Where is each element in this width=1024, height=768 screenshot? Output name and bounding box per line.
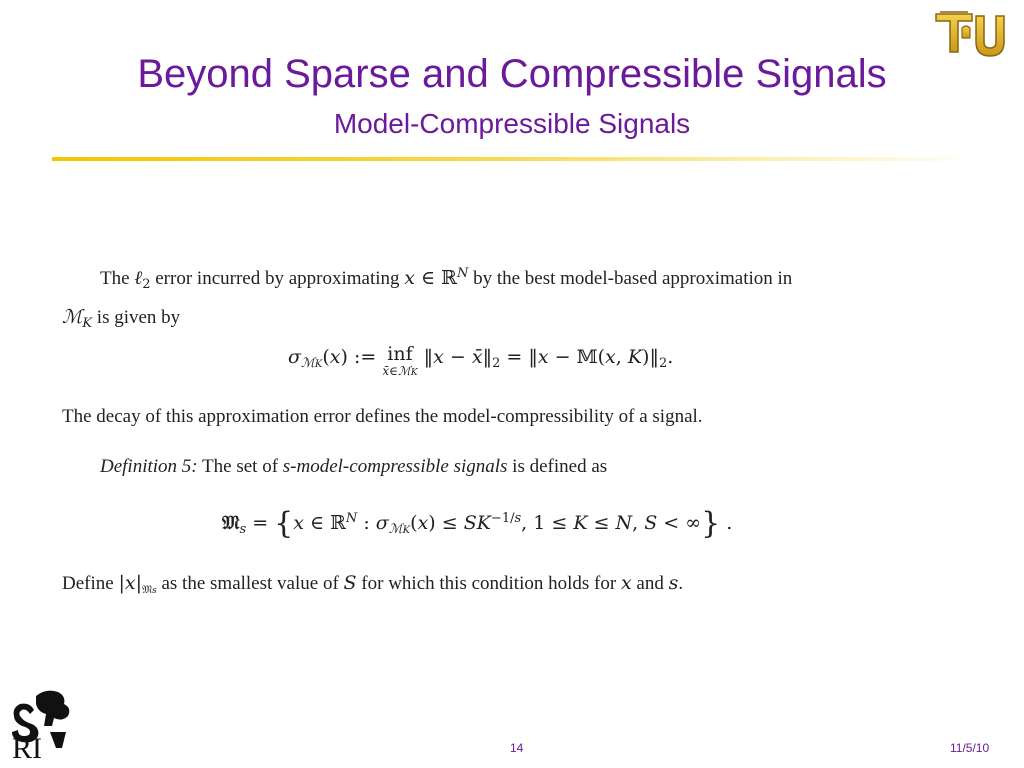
- text-run: is given by: [92, 307, 181, 328]
- text-run: for which this condition holds for: [356, 573, 621, 594]
- definition-5: [100, 456, 607, 478]
- text-run: The set of: [197, 456, 283, 477]
- text-run: as the smallest value of: [156, 573, 344, 594]
- slide-date: 11/5/10: [950, 741, 990, 755]
- text-run: The: [100, 268, 135, 289]
- definition-term: s-model-compressible signals: [282, 456, 508, 477]
- paragraph-define: Define $|x|_{𝔐s}$ as the smallest value of S for which this condition holds for x and s.: [62, 572, 684, 596]
- text-run: and: [631, 573, 669, 594]
- svg-text:RI: RI: [12, 732, 42, 762]
- definition-label: Definition 5:: [100, 456, 198, 477]
- text-run: .: [678, 573, 684, 594]
- rpi-logo: [6, 686, 78, 762]
- slide-title: Beyond Sparse and Compressible Signals: [137, 52, 887, 96]
- page-number: 14: [510, 741, 524, 755]
- text-run: error incurred by approximating: [150, 268, 405, 289]
- text-run: is defined as: [507, 456, 608, 477]
- paragraph-decay: The decay of this approximation error defines the model-compressibility of a signal.: [62, 406, 703, 427]
- text-run: Define: [62, 573, 119, 594]
- equation-set: 𝔐$_s$ = {x ∈ ℝ$^N$ : $\sigma_{ℳK}(x) \le SK^{-1/s}$, 1 ≤ K ≤ N, S < ∞} .: [222, 506, 733, 541]
- title-divider: [52, 157, 982, 161]
- paragraph-line: The ℓ$_2$ error incurred by approximating x ∈ ℝ$^N$ by the best model-based approximation in: [100, 266, 793, 292]
- paragraph-line: ℳ$_K$ is given by: [62, 306, 181, 331]
- equation-sigma: $\sigma_{ℳK}(x)$ := inf x̄∈ℳK ‖x − $x̄‖_2$ = ‖x − 𝕄(x, $K)‖_2$.: [288, 343, 674, 378]
- slide-subtitle: Model-Compressible Signals: [333, 108, 691, 139]
- text-run: by the best model-based approximation in: [468, 268, 793, 289]
